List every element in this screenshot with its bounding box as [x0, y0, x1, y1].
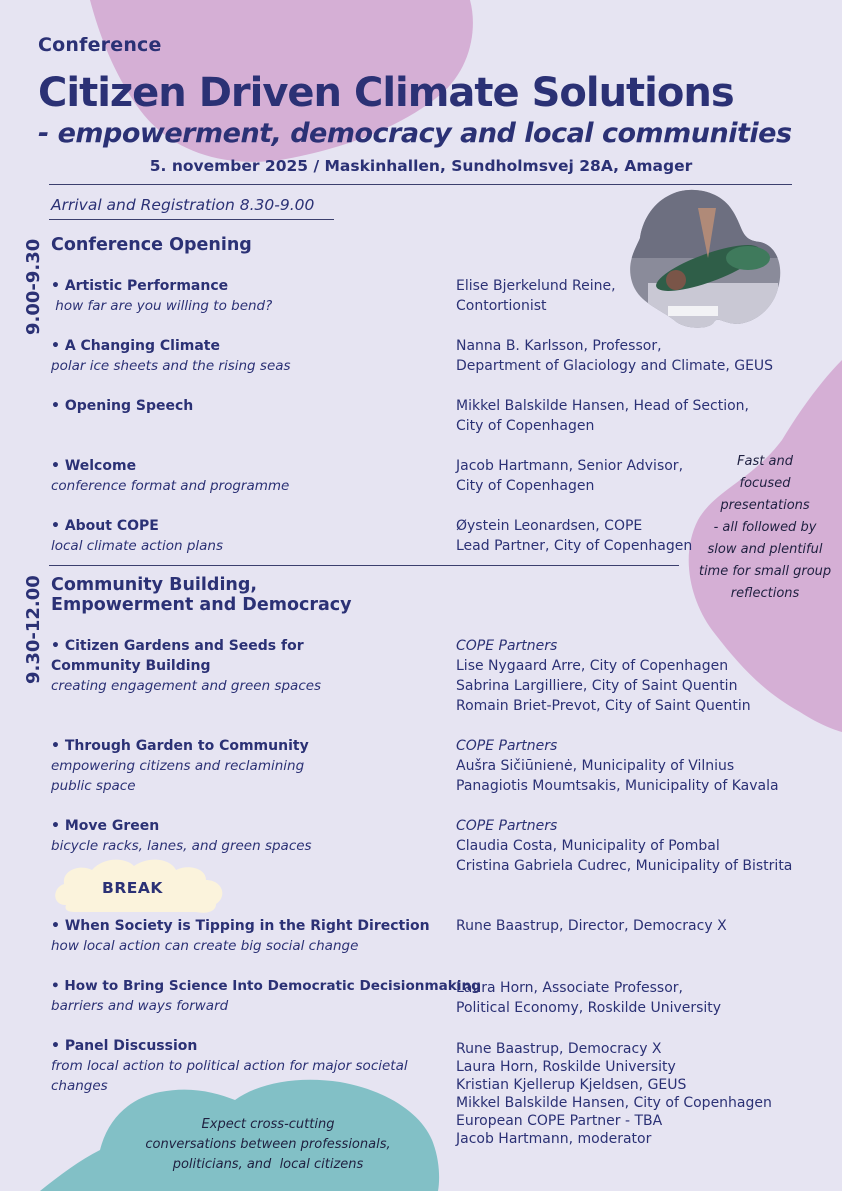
bottom-note — [118, 1115, 418, 1175]
item-speakers — [456, 456, 683, 496]
item-speakers — [456, 816, 792, 876]
time-label-opening: 9.00-9.30 — [23, 238, 44, 335]
speaker-line: City of Copenhagen — [456, 418, 595, 434]
section-divider — [49, 565, 679, 566]
program-item — [51, 976, 481, 1016]
item-title: • How to Bring Science Into Democratic Decisionmaking — [51, 978, 481, 994]
item-speakers — [456, 396, 749, 436]
speaker-line: Laura Horn, Associate Professor, — [456, 980, 683, 996]
item-title: • A Changing Climate — [51, 338, 220, 354]
speaker-line: Jacob Hartmann, moderator — [456, 1131, 652, 1147]
speaker-line: Lead Partner, City of Copenhagen — [456, 538, 693, 554]
item-speakers — [456, 276, 616, 316]
program-item — [51, 336, 451, 376]
item-subtitle: how local action can create big social change — [51, 938, 359, 954]
bottom-note-line: conversations between professionals, — [145, 1137, 391, 1152]
item-subtitle: how far are you willing to bend? — [51, 298, 273, 314]
program-item — [51, 456, 451, 496]
item-subtitle: barriers and ways forward — [51, 998, 229, 1014]
speaker-line: Contortionist — [456, 298, 547, 314]
section-title-line: Community Building, — [51, 575, 258, 595]
item-title: • Artistic Performance — [51, 278, 229, 294]
speaker-line: City of Copenhagen — [456, 478, 595, 494]
speaker-line: Political Economy, Roskilde University — [456, 1000, 722, 1016]
time-label-community: 9.30-12.00 — [23, 575, 44, 684]
program-item — [51, 396, 451, 416]
item-subtitle: changes — [51, 1078, 108, 1094]
speaker-line: Kristian Kjellerup Kjeldsen, GEUS — [456, 1077, 687, 1093]
side-note-line: reflections — [730, 586, 800, 601]
performer-photo — [628, 188, 782, 330]
side-note-line: slow and plentiful — [707, 542, 823, 557]
item-subtitle: creating engagement and green spaces — [51, 678, 322, 694]
program-item — [51, 916, 471, 956]
speaker-line: Øystein Leonardsen, COPE — [456, 518, 643, 534]
conference-kicker: Conference — [38, 34, 162, 56]
item-subtitle: conference format and programme — [51, 478, 290, 494]
speaker-group-label: COPE Partners — [456, 638, 558, 654]
item-speakers — [456, 736, 779, 796]
side-note-line: Fast and — [737, 454, 793, 469]
speaker-line: Mikkel Balskilde Hansen, Head of Section, — [456, 398, 749, 414]
item-subtitle: empowering citizens and reclamining — [51, 758, 305, 774]
program-item — [51, 636, 451, 696]
program-item — [51, 1036, 451, 1096]
item-title: • Citizen Gardens and Seeds for — [51, 638, 304, 654]
item-title: • Through Garden to Community — [51, 738, 309, 754]
item-speakers — [456, 978, 721, 1018]
speaker-line: Department of Glaciology and Climate, GEUS — [456, 358, 774, 374]
speaker-line: Elise Bjerkelund Reine, — [456, 278, 616, 294]
speaker-line: Jacob Hartmann, Senior Advisor, — [456, 458, 684, 474]
speaker-line: Rune Baastrup, Director, Democracy X — [456, 918, 727, 934]
speaker-line: Lise Nygaard Arre, City of Copenhagen — [456, 658, 729, 674]
item-subtitle: polar ice sheets and the rising seas — [51, 358, 291, 374]
item-subtitle: from local action to political action for major societal — [51, 1058, 408, 1074]
section-title-community — [51, 575, 352, 615]
item-speakers — [456, 516, 692, 556]
date-location: 5. november 2025 / Maskinhallen, Sundholmsvej 28A, Amager — [149, 157, 693, 175]
speaker-group-label: COPE Partners — [456, 818, 558, 834]
side-note-line: - all followed by — [713, 520, 817, 535]
bottom-note-line: Expect cross-cutting — [201, 1117, 335, 1132]
speaker-line: Mikkel Balskilde Hansen, City of Copenhagen — [456, 1095, 772, 1111]
item-subtitle: bicycle racks, lanes, and green spaces — [51, 838, 312, 854]
speaker-line: Sabrina Largilliere, City of Saint Quentin — [456, 678, 738, 694]
side-note-line: time for small group — [698, 564, 832, 579]
arrival-registration: Arrival and Registration 8.30-9.00 — [51, 196, 315, 214]
item-title: • Move Green — [51, 818, 160, 834]
speaker-line: Aušra Sičiūnienė, Municipality of Vilnius — [456, 758, 735, 774]
arrival-underline — [49, 219, 334, 220]
speaker-line: Cristina Gabriela Cudrec, Municipality of Bistrita — [456, 858, 793, 874]
item-title: • About COPE — [51, 518, 159, 534]
speaker-line: Rune Baastrup, Democracy X — [456, 1041, 662, 1057]
item-title: • Opening Speech — [51, 398, 194, 414]
section-title-line: Conference Opening — [51, 235, 252, 255]
program-item — [51, 516, 451, 556]
section-title-line: Empowerment and Democracy — [51, 595, 352, 615]
section-title-opening — [51, 235, 252, 255]
page-title: Citizen Driven Climate Solutions — [38, 70, 734, 116]
item-title: • Panel Discussion — [51, 1038, 198, 1054]
item-subtitle: local climate action plans — [51, 538, 224, 554]
item-speakers — [456, 916, 727, 936]
speaker-line: Claudia Costa, Municipality of Pombal — [456, 838, 720, 854]
speaker-line: Panagiotis Moumtsakis, Municipality of Kavala — [456, 778, 779, 794]
item-subtitle: public space — [51, 778, 136, 794]
side-note-line: focused — [739, 476, 791, 491]
item-speakers — [456, 1040, 772, 1148]
item-speakers — [456, 636, 751, 716]
speaker-line: European COPE Partner - TBA — [456, 1113, 663, 1129]
header-divider — [49, 184, 792, 185]
speaker-line: Laura Horn, Roskilde University — [456, 1059, 676, 1075]
item-title: Community Building — [51, 658, 211, 674]
break-label: BREAK — [102, 879, 163, 897]
bottom-note-line: politicians, and local citizens — [172, 1157, 364, 1172]
speaker-line: Romain Briet-Prevot, City of Saint Quentin — [456, 698, 751, 714]
item-title: • Welcome — [51, 458, 137, 474]
page-subtitle: - empowerment, democracy and local communities — [38, 118, 792, 149]
speaker-line: Nanna B. Karlsson, Professor, — [456, 338, 662, 354]
program-item — [51, 736, 451, 796]
item-title: • When Society is Tipping in the Right Direction — [51, 918, 430, 934]
item-speakers — [456, 336, 773, 376]
program-item — [51, 816, 451, 856]
side-note — [695, 451, 835, 605]
program-item — [51, 276, 451, 316]
speaker-group-label: COPE Partners — [456, 738, 558, 754]
side-note-line: presentations — [720, 498, 810, 513]
